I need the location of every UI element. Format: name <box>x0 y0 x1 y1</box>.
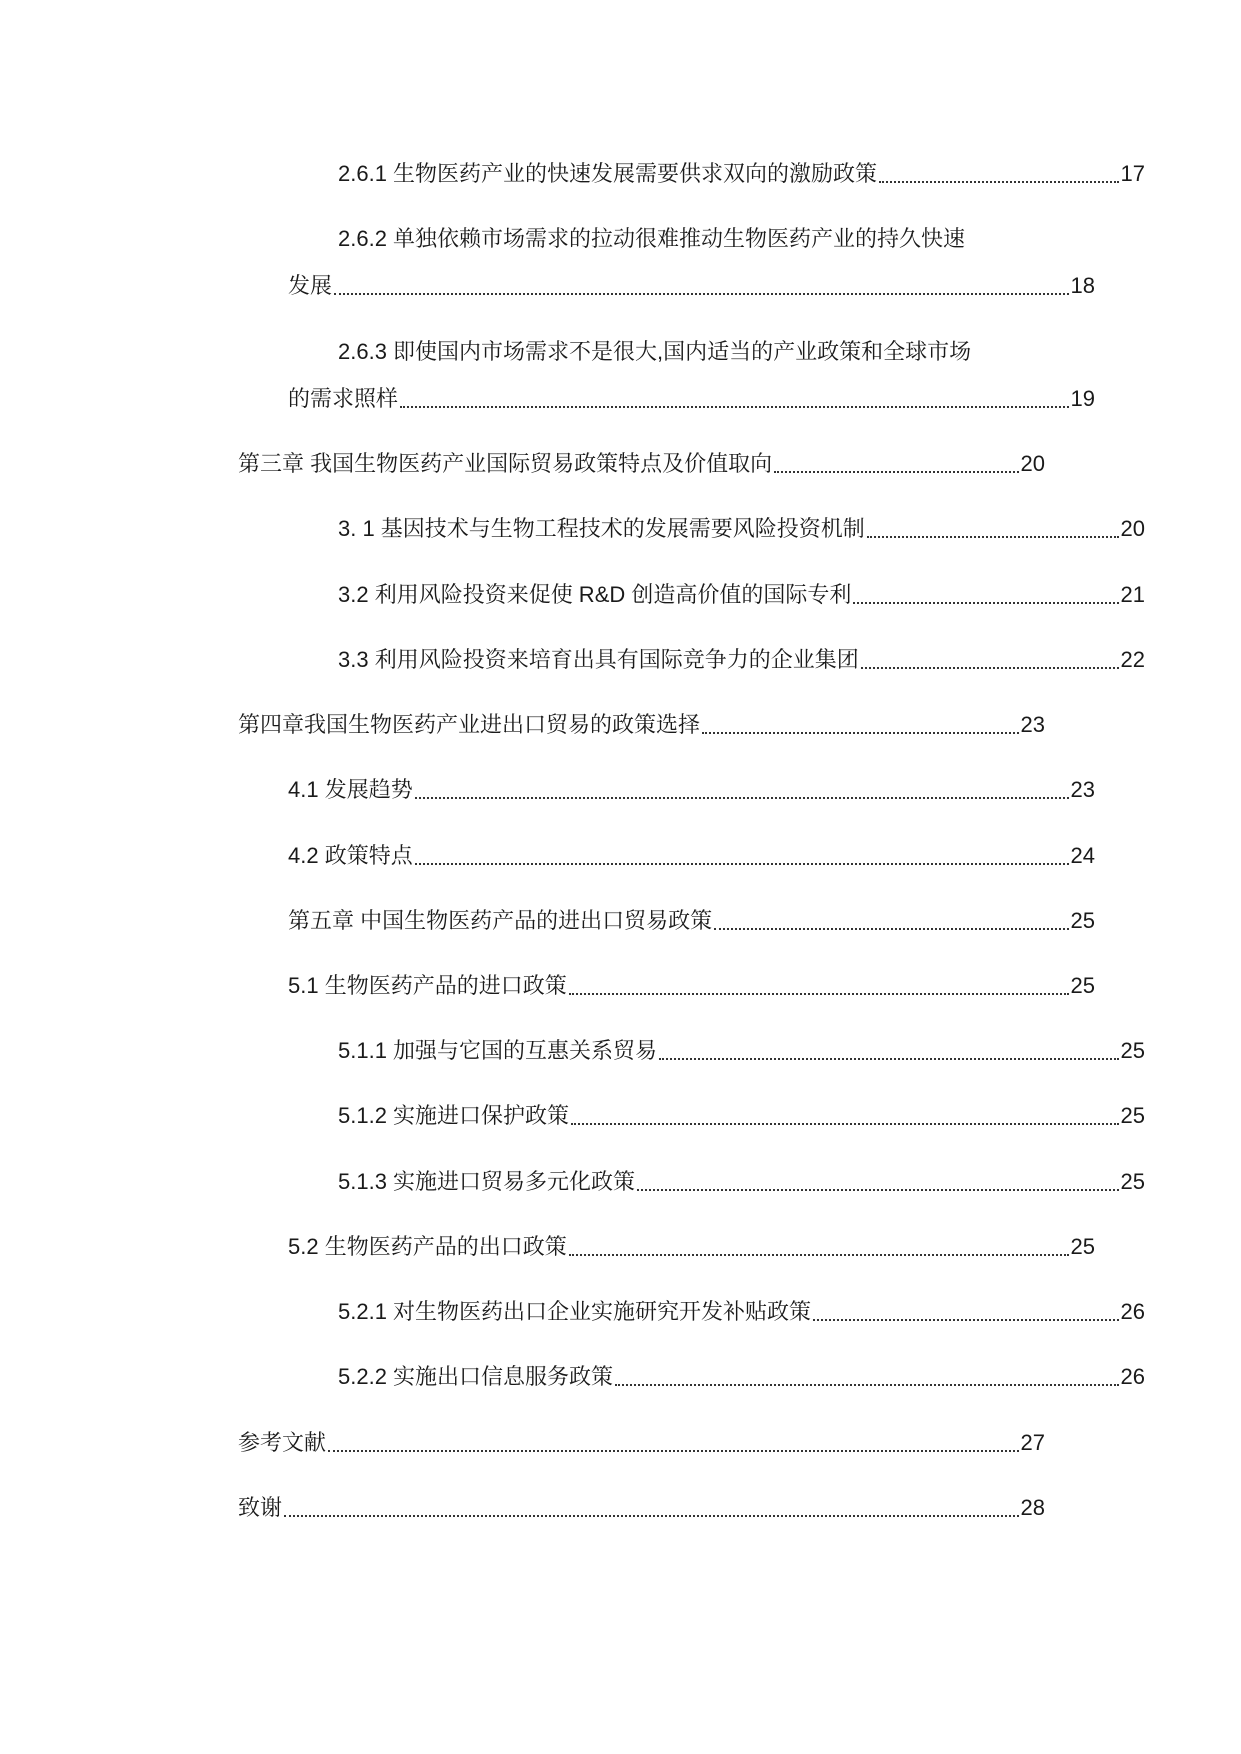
dot-leader <box>415 863 1069 865</box>
toc-entry-page: 23 <box>1020 712 1045 737</box>
toc-entry-page: 17 <box>1120 161 1145 186</box>
dot-leader <box>328 1450 1019 1452</box>
toc-entry-title: 第四章我国生物医药产业进出口贸易的政策选择 <box>238 712 701 737</box>
toc-entry <box>238 903 1095 939</box>
toc-entry-title: 5.1.2 实施进口保护政策 <box>338 1103 570 1128</box>
toc-entry-title: 2.6.3 即使国内市场需求不是很大,国内适当的产业政策和全球市场 <box>338 339 972 364</box>
toc-entry-page: 25 <box>1070 1234 1095 1259</box>
dot-leader <box>615 1384 1118 1386</box>
toc-entry-title: 3. 1 基因技术与生物工程技术的发展需要风险投资机制 <box>338 516 865 541</box>
toc-entry <box>238 642 1145 678</box>
toc-entry-page: 22 <box>1120 647 1145 672</box>
toc-entry <box>238 1359 1145 1395</box>
toc-entry-title: 5.1.3 实施进口贸易多元化政策 <box>338 1169 636 1194</box>
toc-entry-title: 5.2 生物医药产品的出口政策 <box>288 1234 567 1259</box>
toc-entry <box>238 838 1095 874</box>
dot-leader <box>334 293 1069 295</box>
toc-entry <box>238 156 1145 192</box>
dot-leader <box>637 1189 1118 1191</box>
dot-leader <box>879 181 1118 183</box>
toc-entry-page: 21 <box>1120 582 1145 607</box>
toc-entry-title: 5.1.1 加强与它国的互惠关系贸易 <box>338 1038 658 1063</box>
toc-entry-title: 4.2 政策特点 <box>288 843 413 868</box>
toc-entry-page: 25 <box>1120 1103 1145 1128</box>
toc-entry-page: 26 <box>1120 1299 1145 1324</box>
dot-leader <box>714 928 1068 930</box>
toc-entry-title: 4.1 发展趋势 <box>288 777 413 802</box>
toc-entry-title: 致谢 <box>238 1495 283 1520</box>
toc-entry <box>238 381 1095 417</box>
toc-entry-page: 25 <box>1070 908 1095 933</box>
toc-entry <box>238 1164 1145 1200</box>
toc-entry <box>238 1490 1045 1526</box>
toc-entry <box>238 268 1095 304</box>
toc-entry-title: 3.3 利用风险投资来培育出具有国际竞争力的企业集团 <box>338 647 859 672</box>
toc-entry <box>238 1229 1095 1265</box>
toc-entry-page: 25 <box>1120 1038 1145 1063</box>
toc-entry-title: 发展 <box>288 273 333 298</box>
toc-entry-title: 2.6.1 生物医药产业的快速发展需要供求双向的激励政策 <box>338 161 878 186</box>
toc-entry <box>238 1425 1045 1461</box>
toc-entry <box>238 968 1095 1004</box>
toc-entry-page: 24 <box>1070 843 1095 868</box>
toc-entry-page: 19 <box>1070 386 1095 411</box>
dot-leader <box>853 602 1118 604</box>
dot-leader <box>400 406 1069 408</box>
toc-entry-title: 第五章 中国生物医药产品的进出口贸易政策 <box>288 908 713 933</box>
toc-entry-title: 5.1 生物医药产品的进口政策 <box>288 973 567 998</box>
dot-leader <box>569 993 1069 995</box>
toc-entry-page: 18 <box>1070 273 1095 298</box>
toc-entry-page: 25 <box>1070 973 1095 998</box>
toc-entry-page: 28 <box>1020 1495 1045 1520</box>
toc-entry-page: 23 <box>1070 777 1095 802</box>
dot-leader <box>774 471 1018 473</box>
toc-entry-page: 27 <box>1020 1430 1045 1455</box>
dot-leader <box>813 1319 1118 1321</box>
toc-entry <box>238 707 1045 743</box>
toc-entry-title: 的需求照样 <box>288 386 399 411</box>
toc-entry-title: 3.2 利用风险投资来促使 R&D 创造高价值的国际专利 <box>338 582 852 607</box>
dot-leader <box>571 1123 1118 1125</box>
toc-entry-title: 2.6.2 单独依赖市场需求的拉动很难推动生物医药产业的持久快速 <box>338 226 966 251</box>
toc-entry <box>238 334 1145 370</box>
toc-entry <box>238 446 1045 482</box>
toc-entry-page: 26 <box>1120 1364 1145 1389</box>
dot-leader <box>569 1254 1069 1256</box>
toc-entry-page: 25 <box>1120 1169 1145 1194</box>
toc-entry <box>238 1098 1145 1134</box>
toc-entry-title: 第三章 我国生物医药产业国际贸易政策特点及价值取向 <box>238 451 773 476</box>
toc-entry <box>238 772 1095 808</box>
toc-entry-title: 5.2.2 实施出口信息服务政策 <box>338 1364 614 1389</box>
toc-entry <box>238 577 1145 613</box>
toc-entry <box>238 1033 1145 1069</box>
toc-entry <box>238 1294 1145 1330</box>
dot-leader <box>867 536 1119 538</box>
toc-entry <box>238 511 1145 547</box>
dot-leader <box>284 1515 1019 1517</box>
dot-leader <box>702 732 1019 734</box>
toc-entry <box>238 221 1145 257</box>
toc-entry-title: 参考文献 <box>238 1430 327 1455</box>
dot-leader <box>659 1058 1118 1060</box>
toc-entry-page: 20 <box>1120 516 1145 541</box>
toc-entry-page: 20 <box>1020 451 1045 476</box>
dot-leader <box>861 667 1119 669</box>
toc-entry-title: 5.2.1 对生物医药出口企业实施研究开发补贴政策 <box>338 1299 812 1324</box>
dot-leader <box>415 797 1069 799</box>
